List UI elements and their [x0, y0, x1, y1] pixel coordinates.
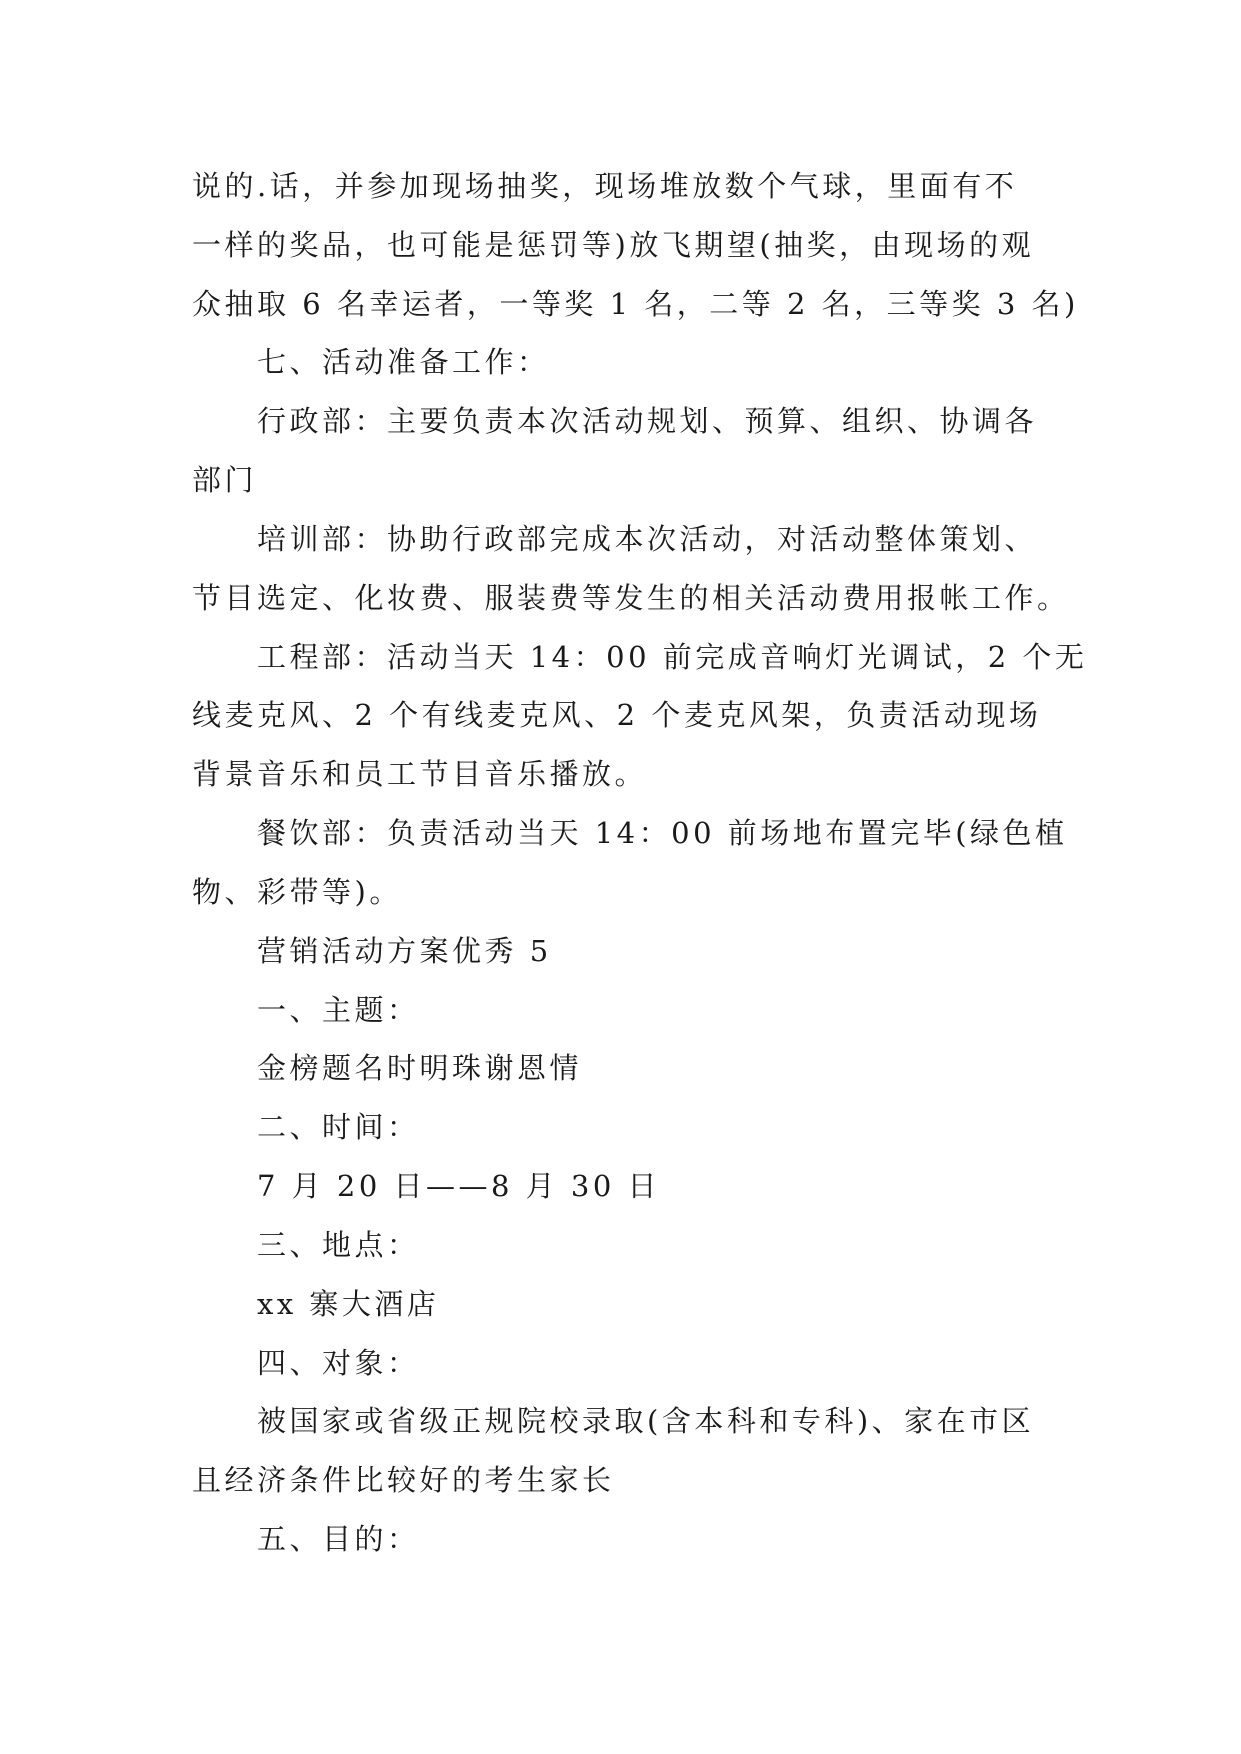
- section-heading: 三、地点：: [257, 1228, 420, 1262]
- text-line: 背景音乐和员工节目音乐播放。: [192, 757, 648, 791]
- text-line: 行政部：主要负责本次活动规划、预算、组织、协调各: [257, 404, 1038, 438]
- text-line: 7 月 20 日——8 月 30 日: [257, 1169, 661, 1203]
- text-line: 且经济条件比较好的考生家长: [192, 1463, 615, 1497]
- text-line: 被国家或省级正规院校录取(含本科和专科)、家在市区: [257, 1404, 1035, 1438]
- text-line: 金榜题名时明珠谢恩情: [257, 1051, 583, 1085]
- section-heading: 一、主题：: [257, 993, 420, 1027]
- text-line: 众抽取 6 名幸运者，一等奖 1 名，二等 2 名，三等奖 3 名): [192, 287, 1079, 321]
- section-heading: 七、活动准备工作：: [257, 345, 550, 379]
- text-line: 说的.话，并参加现场抽奖，现场堆放数个气球，里面有不: [192, 169, 1018, 203]
- text-line: 部门: [192, 463, 258, 497]
- text-line: 餐饮部：负责活动当天 14：00 前场地布置完毕(绿色植: [257, 816, 1068, 850]
- section-heading: 四、对象：: [257, 1346, 420, 1380]
- text-line: 一样的奖品，也可能是惩罚等)放飞期望(抽奖，由现场的观: [192, 228, 1035, 262]
- text-line: 节目选定、化妆费、服装费等发生的相关活动费用报帐工作。: [192, 581, 1070, 615]
- section-heading: 二、时间：: [257, 1110, 420, 1144]
- section-heading: 五、目的：: [257, 1522, 420, 1556]
- text-line: 物、彩带等)。: [192, 875, 402, 909]
- text-line: xx 寨大酒店: [257, 1287, 440, 1321]
- text-line: 培训部：协助行政部完成本次活动，对活动整体策划、: [257, 522, 1038, 556]
- text-line: 线麦克风、2 个有线麦克风、2 个麦克风架，负责活动现场: [192, 698, 1042, 732]
- document-title: 营销活动方案优秀 5: [257, 934, 552, 968]
- text-line: 工程部：活动当天 14：00 前完成音响灯光调试，2 个无: [257, 640, 1088, 674]
